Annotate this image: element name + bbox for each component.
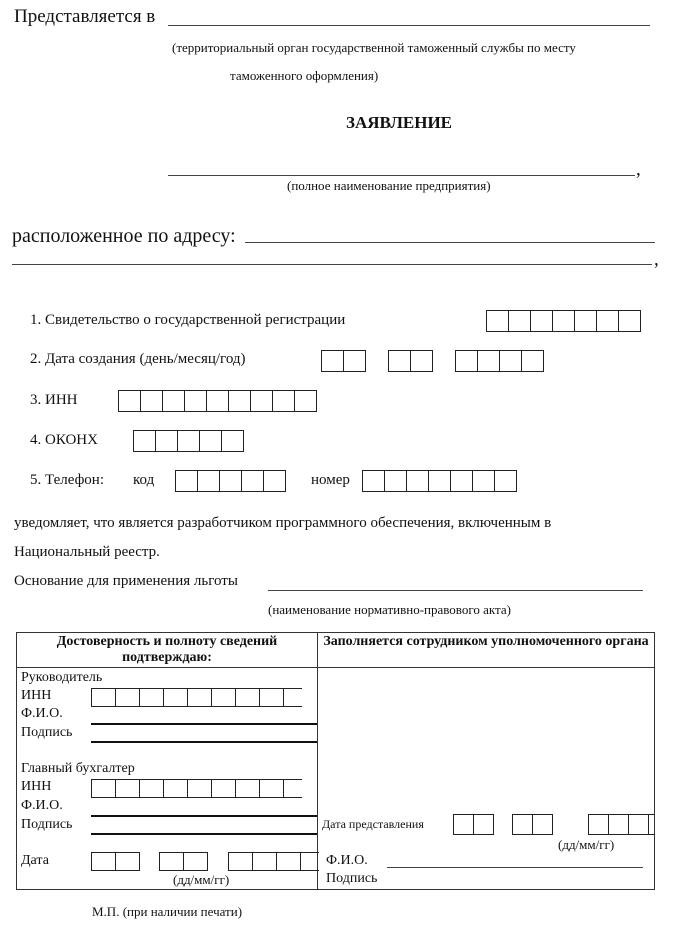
director-title: Руководитель — [21, 670, 103, 685]
field-inn-label: 3. ИНН — [30, 392, 78, 408]
director-sign-label: Подпись — [21, 725, 73, 740]
company-name-hint: (полное наименование предприятия) — [287, 178, 491, 193]
field-phone-label: 5. Телефон: — [30, 472, 104, 488]
phone-code-boxes[interactable] — [175, 470, 286, 492]
accountant-fio-field[interactable] — [91, 815, 317, 817]
phone-number-label: номер — [311, 472, 350, 488]
submitted-to-field[interactable] — [168, 25, 650, 26]
officer-fio-field[interactable] — [387, 867, 643, 868]
submitted-to-label: Представляется в — [14, 6, 156, 27]
right-header: Заполняется сотрудником уполномоченного органа — [323, 634, 649, 649]
comma: , — [636, 159, 641, 180]
director-inn-label: ИНН — [21, 688, 52, 703]
okonh-boxes[interactable] — [133, 430, 244, 452]
accountant-fio-label: Ф.И.О. — [21, 798, 63, 813]
basis-field[interactable] — [268, 590, 643, 591]
accountant-sign-label: Подпись — [21, 817, 73, 832]
accountant-title: Главный бухгалтер — [21, 761, 135, 776]
accountant-sign-field[interactable] — [91, 833, 317, 835]
field-okonh-label: 4. ОКОНХ — [30, 432, 98, 448]
submitted-to-hint-2: таможенного оформления) — [230, 68, 379, 83]
accountant-inn-label: ИНН — [21, 779, 52, 794]
notice-line-1: уведомляет, что является разработчиком программного обеспечения, включенным в — [14, 515, 552, 531]
date-day-boxes[interactable] — [91, 852, 140, 871]
officer-sign-label: Подпись — [326, 871, 378, 886]
phone-code-label: код — [133, 472, 155, 488]
basis-hint: (наименование нормативно-правового акта) — [268, 602, 511, 617]
field-creation-date-label: 2. Дата создания (день/месяц/год) — [30, 351, 246, 367]
director-fio-label: Ф.И.О. — [21, 706, 63, 721]
stamp-note: М.П. (при наличии печати) — [92, 904, 243, 919]
date-label: Дата — [21, 853, 49, 868]
date-month-boxes[interactable] — [159, 852, 208, 871]
left-header: Достоверность и полноту сведений подтверждаю: — [56, 634, 278, 665]
submission-date-label: Дата представления — [322, 817, 424, 831]
director-fio-field[interactable] — [91, 723, 317, 725]
creation-day-boxes[interactable] — [321, 350, 366, 372]
company-name-field[interactable] — [168, 175, 635, 176]
director-sign-field[interactable] — [91, 741, 317, 743]
page-title: ЗАЯВЛЕНИЕ — [346, 113, 453, 132]
notice-line-2: Национальный реестр. — [14, 544, 160, 560]
officer-fio-label: Ф.И.О. — [326, 853, 368, 868]
submission-month-boxes[interactable] — [512, 814, 553, 835]
field-registration-label: 1. Свидетельство о государственной регистрации — [30, 312, 346, 328]
submission-year-boxes[interactable] — [588, 814, 655, 835]
basis-label: Основание для применения льготы — [14, 573, 238, 589]
creation-year-boxes[interactable] — [455, 350, 544, 372]
confirmation-table — [16, 632, 655, 890]
phone-number-boxes[interactable] — [362, 470, 517, 492]
inn-boxes[interactable] — [118, 390, 317, 412]
submission-date-hint: (дд/мм/гг) — [558, 837, 615, 852]
address-field-2[interactable] — [12, 264, 652, 265]
date-format-hint: (дд/мм/гг) — [173, 872, 230, 887]
registration-boxes[interactable] — [486, 310, 641, 332]
address-label: расположенное по адресу: — [12, 225, 236, 247]
address-field-1[interactable] — [245, 242, 655, 243]
submission-day-boxes[interactable] — [453, 814, 494, 835]
director-inn-boxes[interactable] — [91, 688, 302, 707]
creation-month-boxes[interactable] — [388, 350, 433, 372]
accountant-inn-boxes[interactable] — [91, 779, 302, 798]
comma-2: , — [654, 249, 659, 270]
submitted-to-hint: (территориальный орган государственной таможенный службы по месту — [172, 40, 576, 55]
date-year-boxes[interactable] — [228, 852, 319, 871]
